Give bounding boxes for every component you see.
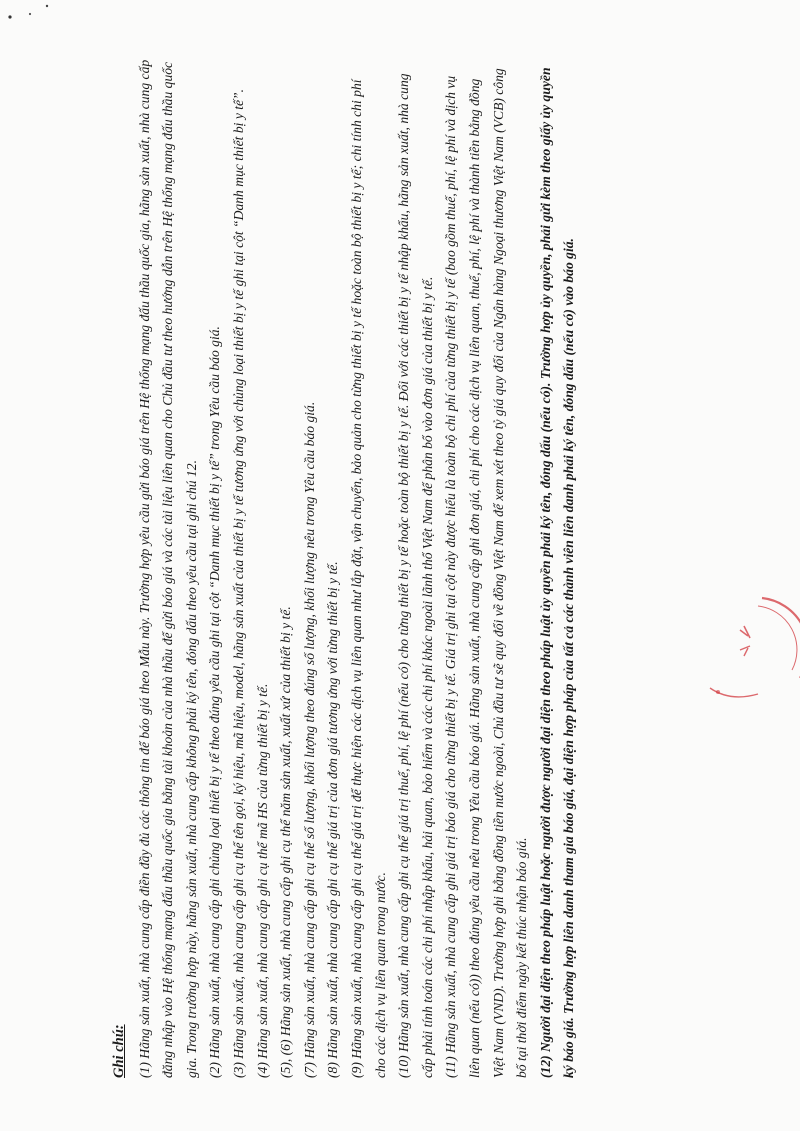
note-1: (1) Hãng sản xuất, nhà cung cấp điền đầy đủ các thông tin để báo giá theo Mẫu này. Trường hợp yêu cầu gửi báo giá trên Hệ thống mạng đấu thầu quốc gia, hãng sản xuất, nhà cung cấp đăng nhập vào Hệ thống mạng đấu thầu quốc gia bằng tài khoản của nhà thầu để gửi báo giá và các tài liệu liên quan cho Chủ đầu tư theo hướng dẫn trên Hệ thống mạng đấu thầu quốc gia. Trong trường hợp này, hãng sản xuất, nhà cung cấp không phải ký tên, đóng dấu theo yêu cầu tại ghi chú 12. xyxy=(136,59,199,1078)
red-seal-stamp xyxy=(700,590,800,700)
notes-block xyxy=(108,58,581,1078)
note-11: (11) Hãng sản xuất, nhà cung cấp ghi giá trị báo giá cho từng thiết bị y tế. Giá trị ghi tại cột này được hiểu là toàn bộ chi phí của từng thiết bị y tế (bao gồm thuế, phí, lệ phí và dịch vụ liên quan (nếu có)) theo đúng yêu cầu nêu trong Yêu cầu báo giá. Hãng sản xuất, nhà cung cấp ghi đơn giá, chi phí cho các dịch vụ liên quan, thuế, phí, lệ phí và thành tiền bằng đồng Việt Nam (VND). Trường hợp ghi bằng đồng tiền nước ngoài, Chủ đầu tư sẽ quy đổi về đồng Việt Nam để xem xét theo tỷ giá quy đổi của Ngân hàng Ngoại thương Việt Nam (VCB) công bố tại thời điểm ngày kết thúc nhận báo giá. xyxy=(443,68,530,1078)
note-3: (3) Hãng sản xuất, nhà cung cấp ghi cụ thể tên gọi, ký hiệu, mã hiệu, model, hãng sản xuất của thiết bị y tế tương ứng với chủng loại thiết bị y tế ghi tại cột “Danh mục thiết bị y tế”. xyxy=(230,88,246,1078)
note-7: (7) Hãng sản xuất, nhà cung cấp ghi cụ thể số lượng, khối lượng theo đúng số lượng, khối lượng nêu trong Yêu cầu báo giá. xyxy=(301,401,317,1078)
note-2: (2) Hãng sản xuất, nhà cung cấp ghi chủng loại thiết bị y tế theo đúng yêu cầu ghi tại cột “Danh mục thiết bị y tế” trong Yêu cầu báo giá. xyxy=(207,326,223,1078)
note-12: (12) Người đại diện theo pháp luật hoặc người được người đại diện theo pháp luật ủy quyền phải ký tên, đóng dấu (nếu có). Trường hợp ủy quyền, phải gửi kèm theo giấy ủy quyền ký báo giá. Trường hợp liên danh tham gia báo giá, đại diện hợp pháp của tất cả các thành viên liên danh phải ký tên, đóng dấu (nếu có) vào báo giá. xyxy=(537,67,577,1078)
note-8: (8) Hãng sản xuất, nhà cung cấp ghi cụ thể giá trị của đơn giá tương ứng với từng thiết bị y tế. xyxy=(325,561,341,1078)
scan-specks xyxy=(0,0,60,40)
notes-title: Ghi chú: xyxy=(111,1024,127,1078)
note-4: (4) Hãng sản xuất, nhà cung cấp ghi cụ thể mã HS của từng thiết bị y tế. xyxy=(254,683,270,1078)
note-10: (10) Hãng sản xuất, nhà cung cấp ghi cụ thể giá trị thuế, phí, lệ phí (nếu có) cho từng thiết bị y tế hoặc toàn bộ thiết bị y tế. Đối với các thiết bị y tế nhập khẩu, hãng sản xuất, nhà cung cấp phải tính toán các chi phí nhập khẩu, hải quan, bảo hiểm và các chi phí khác ngoài lãnh thổ Việt Nam để phân bổ vào đơn giá của thiết bị y tế. xyxy=(396,73,435,1078)
note-9: (9) Hãng sản xuất, nhà cung cấp ghi cụ thể giá trị để thực hiện các dịch vụ liên quan như lắp đặt, vận chuyển, bảo quản cho từng thiết bị y tế hoặc toàn bộ thiết bị y tế; chi tính chi phí cho các dịch vụ liên quan trong nước. xyxy=(348,79,388,1078)
note-5-6: (5), (6) Hãng sản xuất, nhà cung cấp ghi cụ thể năm sản xuất, xuất xứ của thiết bị y tế. xyxy=(278,606,294,1078)
